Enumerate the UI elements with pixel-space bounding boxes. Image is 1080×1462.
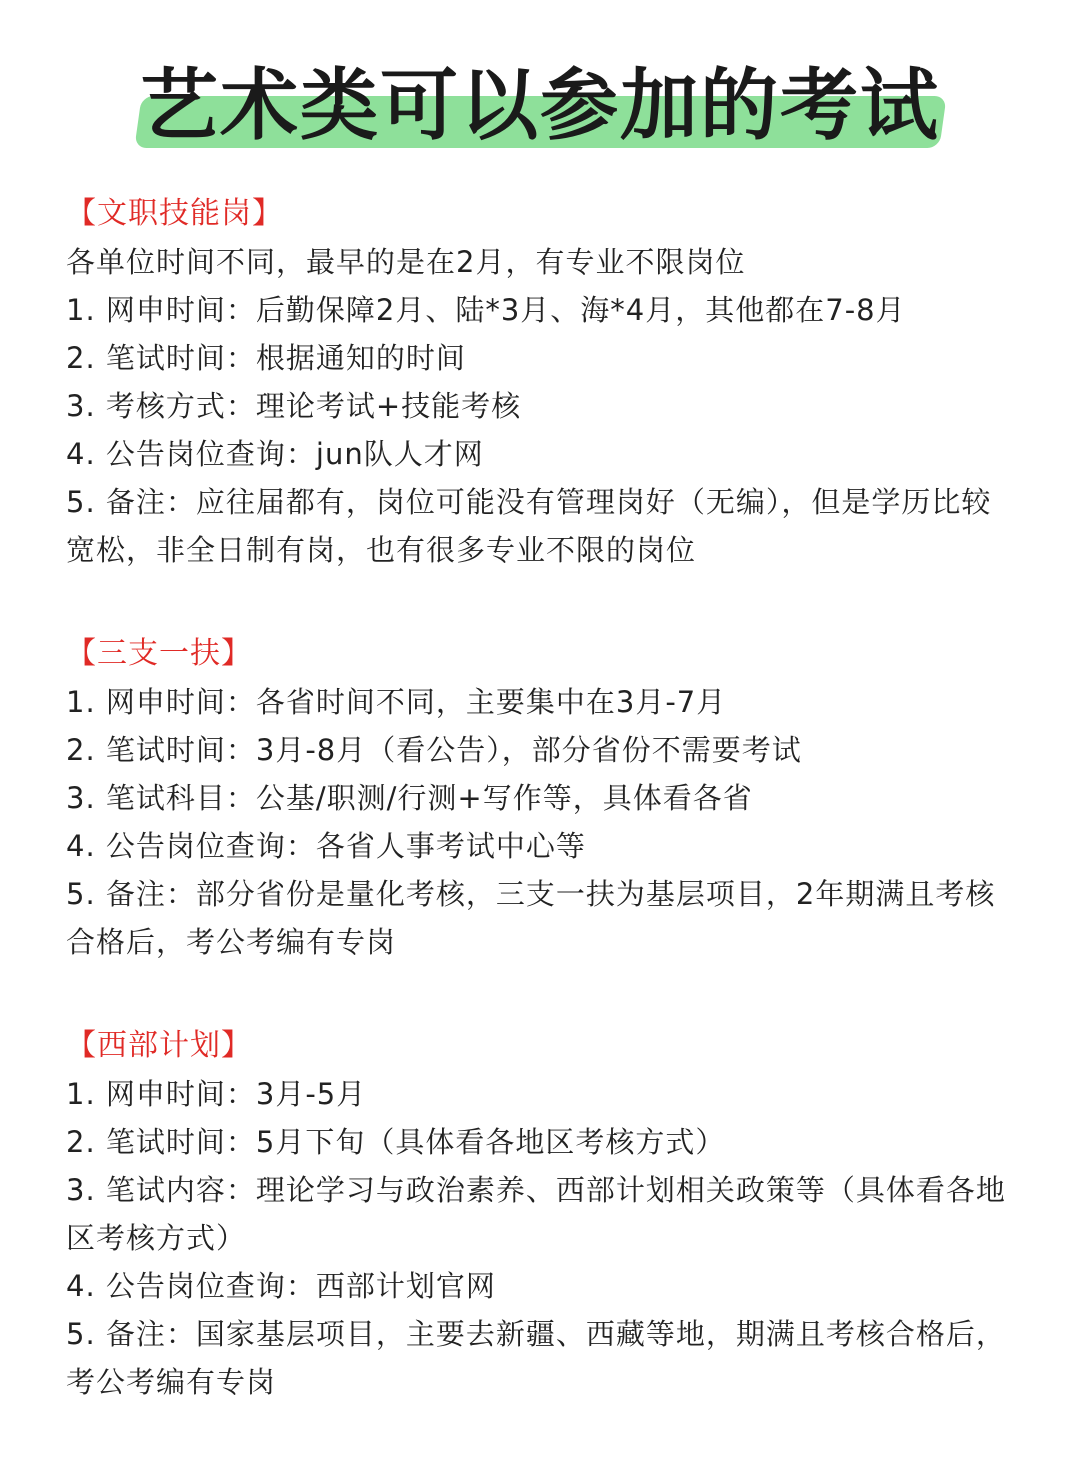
- section-sanzhiyifu: [66, 630, 1016, 966]
- section-line: 4. 公告岗位查询：各省人事考试中心等: [66, 829, 586, 863]
- section-line: 3. 笔试科目：公基/职测/行测+写作等，具体看各省: [66, 781, 753, 815]
- section-line: 1. 网申时间：3月-5月: [66, 1077, 367, 1111]
- section-line: 5. 备注：部分省份是量化考核，三支一扶为基层项目，2年期满且考核合格后，考公考编有专岗: [66, 877, 996, 959]
- section-line: 2. 笔试时间：5月下旬（具体看各地区考核方式）: [66, 1125, 726, 1159]
- section-line: 2. 笔试时间：根据通知的时间: [66, 341, 466, 375]
- section-heading: 【西部计划】: [66, 1028, 252, 1063]
- title-area: [0, 40, 1080, 170]
- section-line: 4. 公告岗位查询：jun队人才网: [66, 437, 484, 471]
- section-line: 5. 备注：国家基层项目，主要去新疆、西藏等地，期满且考核合格后，考公考编有专岗: [66, 1317, 1006, 1399]
- section-line: 1. 网申时间：后勤保障2月、陆*3月、海*4月，其他都在7-8月: [66, 293, 906, 327]
- section-wenzhi: [66, 190, 1016, 574]
- content: [66, 190, 1016, 1462]
- section-line: 4. 公告岗位查询：西部计划官网: [66, 1269, 496, 1303]
- page-title: 艺术类可以参加的考试: [139, 61, 940, 151]
- section-xibu: [66, 1022, 1016, 1406]
- section-line: 2. 笔试时间：3月-8月（看公告），部分省份不需要考试: [66, 733, 802, 767]
- section-line: 3. 考核方式：理论考试+技能考核: [66, 389, 522, 423]
- section-line: 1. 网申时间：各省时间不同，主要集中在3月-7月: [66, 685, 727, 719]
- section-line: 各单位时间不同，最早的是在2月，有专业不限岗位: [66, 245, 746, 279]
- section-heading: 【文职技能岗】: [66, 196, 283, 231]
- section-line: 3. 笔试内容：理论学习与政治素养、西部计划相关政策等（具体看各地区考核方式）: [66, 1173, 1006, 1255]
- section-line: 5. 备注：应往届都有，岗位可能没有管理岗好（无编），但是学历比较宽松，非全日制有岗，也有很多专业不限的岗位: [66, 485, 992, 567]
- section-heading: 【三支一扶】: [66, 636, 252, 671]
